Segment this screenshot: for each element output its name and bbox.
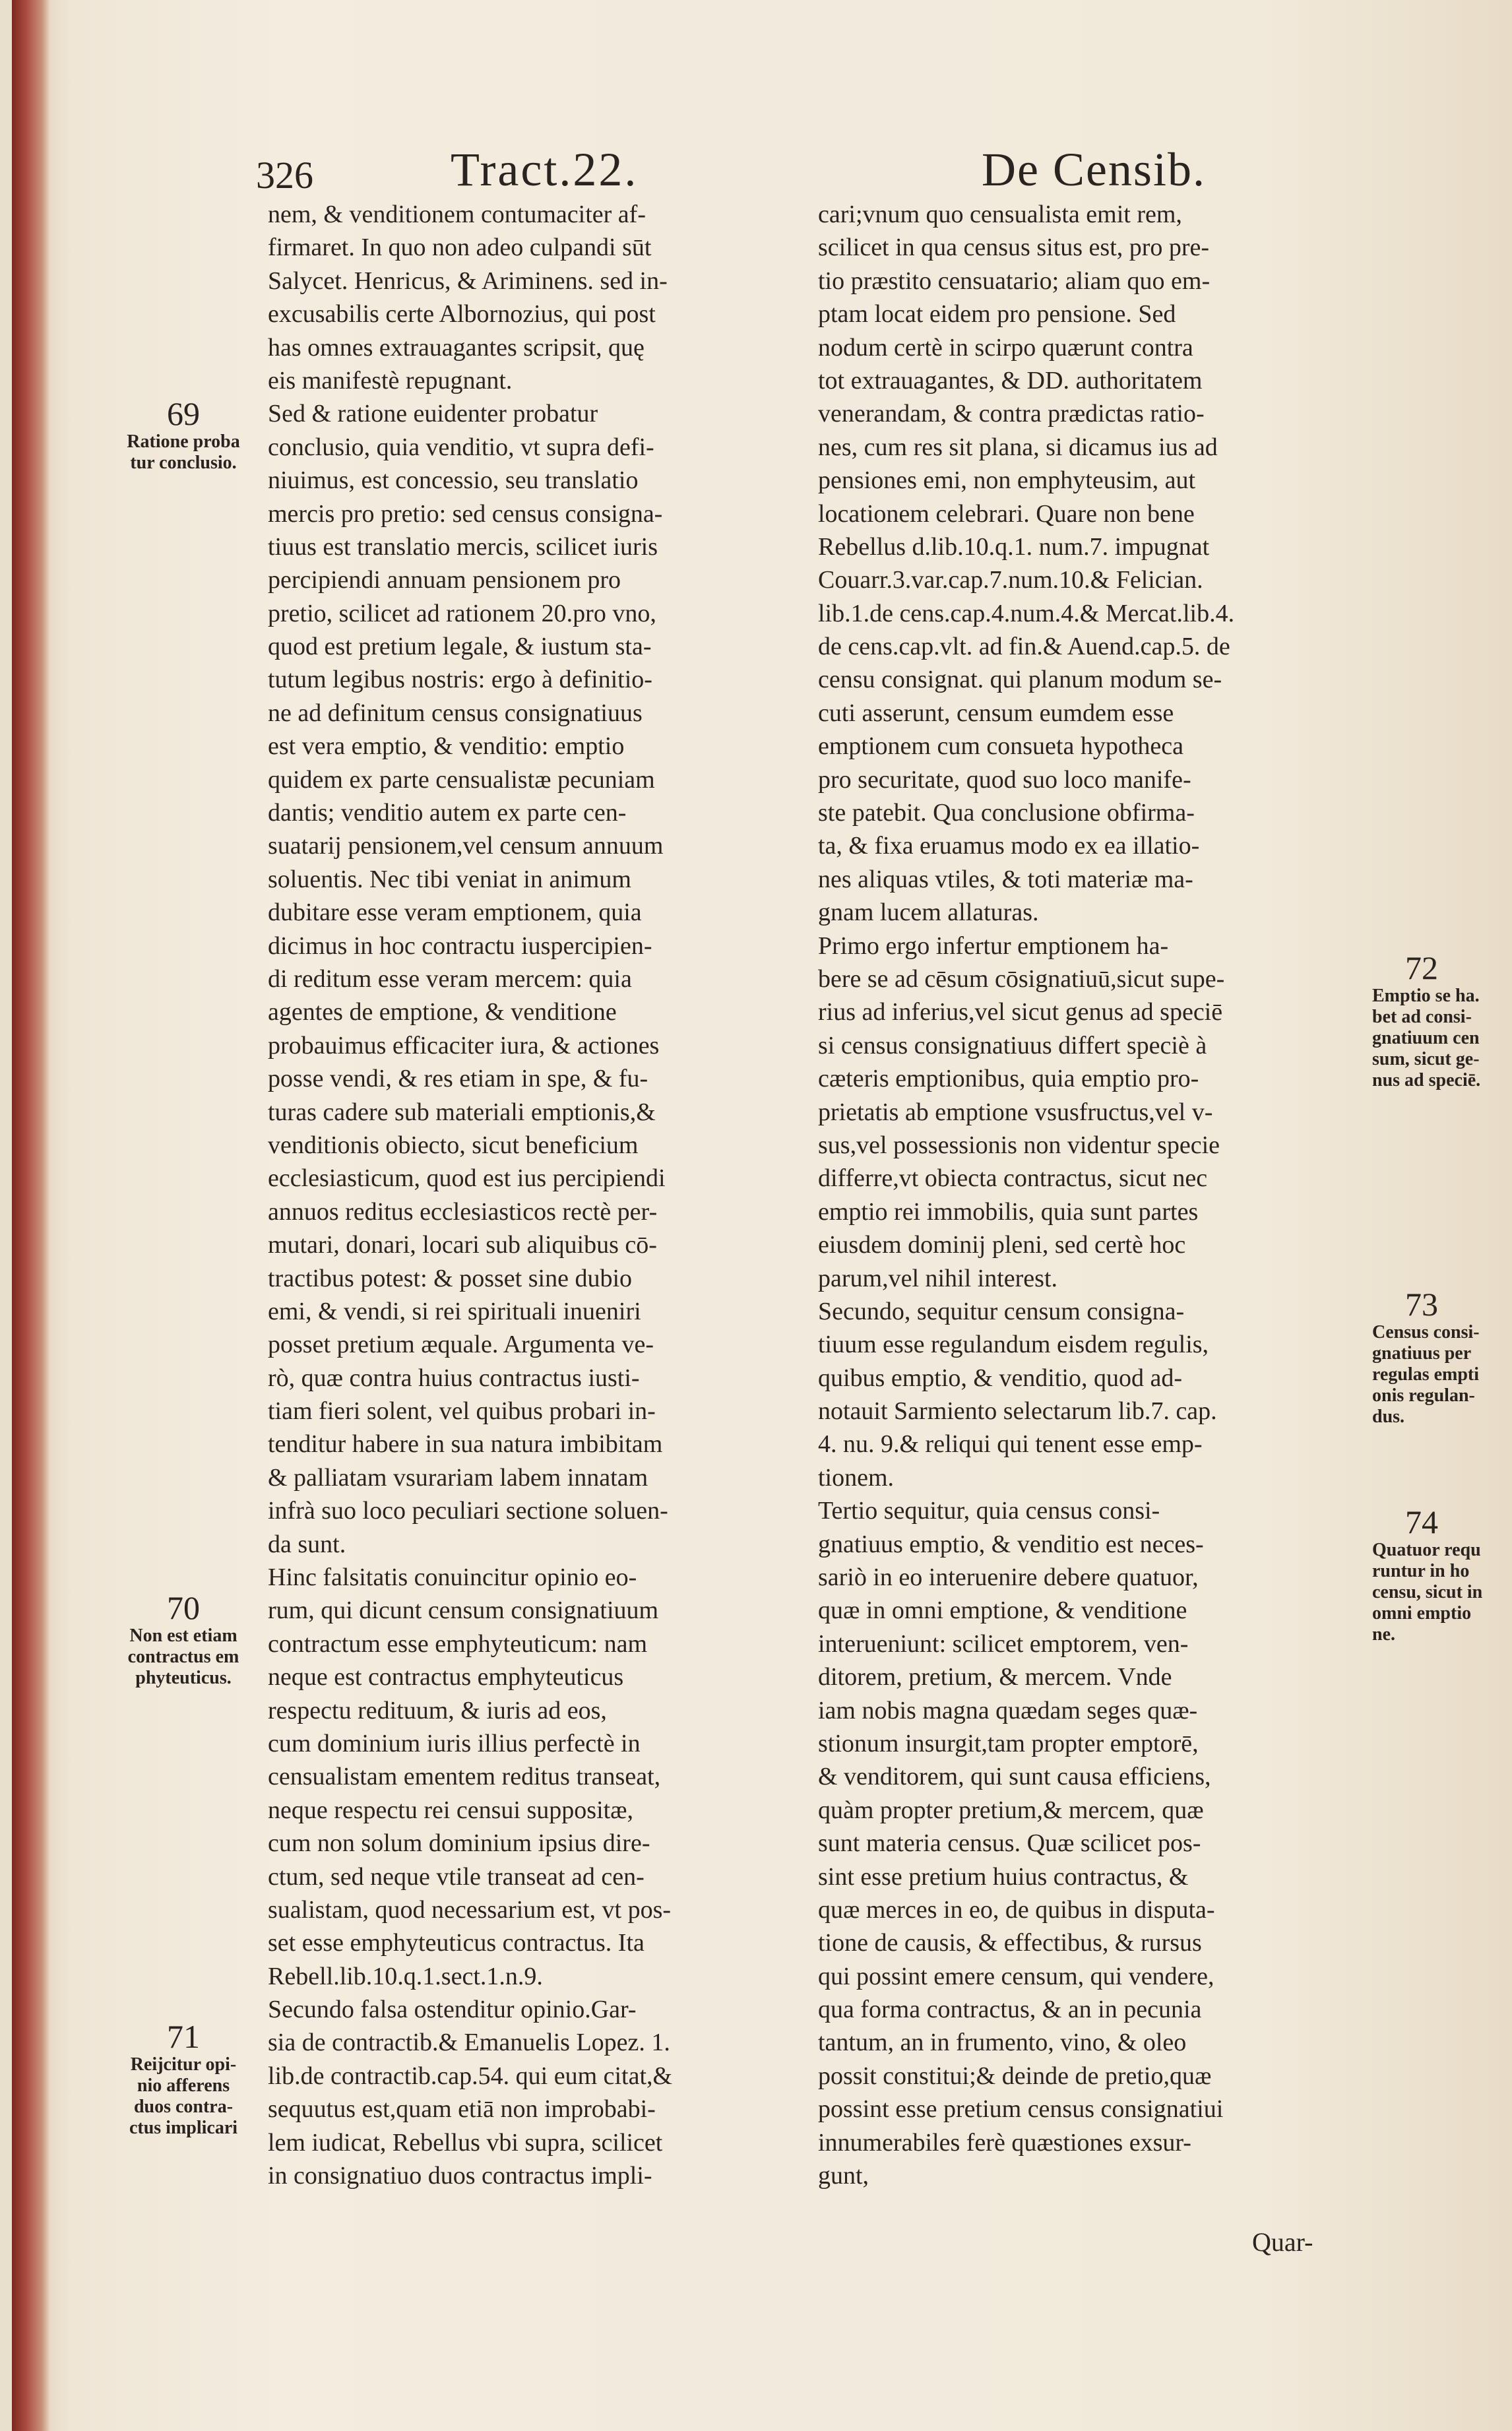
- text-line: quidem ex parte censualistæ pecuniam: [268, 765, 655, 794]
- text-line: cæteris emptionibus, quia emptio pro-: [818, 1065, 1199, 1093]
- margin-note-number: 73: [1405, 1286, 1438, 1323]
- page-number: 326: [256, 154, 313, 197]
- margin-note-line: nio afferens: [137, 2075, 230, 2096]
- text-line: set esse emphyteuticus contractus. Ita: [268, 1929, 645, 1957]
- text-line: ecclesiasticum, quod est ius percipiendi: [268, 1164, 666, 1193]
- text-line: differre,vt obiecta contractus, sicut nec: [818, 1164, 1208, 1193]
- text-line: rò, quæ contra huius contractus iusti-: [268, 1364, 640, 1392]
- margin-note-line: regulas empti: [1372, 1364, 1480, 1385]
- text-line: cum non solum dominium ipsius dire-: [268, 1829, 650, 1858]
- text-line: parum,vel nihil interest.: [818, 1264, 1058, 1292]
- text-line: scilicet in qua census situs est, pro pre-: [818, 234, 1210, 262]
- text-line: Couarr.3.var.cap.7.num.10.& Felician.: [818, 566, 1203, 594]
- text-line: censu consignat. qui planum modum se-: [818, 666, 1222, 694]
- text-line: iam nobis magna quædam seges quæ-: [818, 1696, 1198, 1724]
- text-line: dubitare esse veram emptionem, quia: [268, 899, 642, 927]
- text-line: mutari, donari, locari sub aliquibus cō-: [268, 1231, 657, 1259]
- text-line: in consignatiuo duos contractus impli-: [268, 2162, 652, 2190]
- text-line: qui possint emere censum, qui vendere,: [818, 1962, 1214, 1990]
- text-line: turas cadere sub materiali emptionis,&: [268, 1098, 656, 1126]
- text-line: dicimus in hoc contractu iuspercipien-: [268, 931, 652, 960]
- margin-note-line: phyteuticus.: [135, 1668, 232, 1688]
- margin-note-line: runtur in ho: [1372, 1561, 1470, 1581]
- text-line: sualistam, quod necessarium est, vt pos-: [268, 1895, 672, 1924]
- text-line: eis manifestè repugnant.: [268, 366, 513, 395]
- text-line: Tertio sequitur, quia census consi-: [818, 1497, 1160, 1525]
- margin-note-71: [104, 2019, 263, 2139]
- margin-note-72: [1372, 950, 1512, 1091]
- right-running-head: De Censib.: [982, 143, 1206, 196]
- text-line: qua forma contractus, & an in pecunia: [818, 1996, 1202, 2024]
- margin-note-number: 71: [167, 2018, 200, 2055]
- text-line: ditorem, pretium, & mercem. Vnde: [818, 1663, 1172, 1691]
- margin-note-line: Non est etiam: [129, 1626, 237, 1646]
- text-line: tractibus potest: & posset sine dubio: [268, 1264, 633, 1292]
- margin-note-70: [104, 1590, 263, 1689]
- margin-note-74: [1372, 1504, 1512, 1645]
- book-page: [12, 0, 1512, 2431]
- text-line: sariò in eo interuenire debere quatuor,: [818, 1563, 1199, 1592]
- text-line: gunt,: [818, 2162, 869, 2190]
- margin-note-line: contractus em: [127, 1647, 239, 1667]
- text-line: pretio, scilicet ad rationem 20.pro vno,: [268, 599, 656, 627]
- text-line: nem, & venditionem contumaciter af-: [268, 201, 646, 228]
- text-line: respectu redituum, & iuris ad eos,: [268, 1696, 607, 1724]
- text-line: rius ad inferius,vel sicut genus ad speciē: [818, 998, 1223, 1026]
- margin-note-line: onis regulan-: [1372, 1385, 1475, 1406]
- text-line: quæ merces in eo, de quibus in disputa-: [818, 1895, 1215, 1924]
- text-line: lib.de contractib.cap.54. qui eum citat,&: [268, 2062, 673, 2090]
- text-line: nes aliquas vtiles, & toti materiæ ma-: [818, 865, 1193, 893]
- text-line: contractum esse emphyteuticum: nam: [268, 1629, 648, 1658]
- margin-note-line: dus.: [1372, 1406, 1405, 1427]
- margin-note-line: duos contra-: [133, 2097, 234, 2117]
- text-line: Secundo, sequitur censum consigna-: [818, 1297, 1185, 1325]
- text-line: Salycet. Henricus, & Ariminens. sed in-: [268, 267, 668, 295]
- text-line: suatarij pensionem,vel censum annuum: [268, 832, 664, 860]
- text-line: prietatis ab emptione vsusfructus,vel v-: [818, 1098, 1213, 1126]
- left-text-column: [268, 198, 801, 2192]
- margin-note-number: 69: [167, 395, 200, 432]
- text-line: Rebellus d.lib.10.q.1. num.7. impugnat: [818, 532, 1210, 561]
- text-line: quæ in omni emptione, & venditione: [818, 1596, 1187, 1625]
- text-line: sunt materia census. Quæ scilicet pos-: [818, 1829, 1201, 1858]
- margin-note-line: Ratione proba: [127, 431, 240, 452]
- text-line: lib.1.de cens.cap.4.num.4.& Mercat.lib.4.: [818, 599, 1235, 627]
- text-line: cuti asserunt, censum eumdem esse: [818, 699, 1174, 727]
- text-line: ne ad definitum census consignatiuus: [268, 699, 643, 727]
- text-line: niuimus, est concessio, seu translatio: [268, 466, 639, 495]
- text-line: tantum, an in frumento, vino, & oleo: [818, 2029, 1187, 2057]
- text-line: da sunt.: [268, 1530, 346, 1558]
- text-line: bere se ad cēsum cōsignatiuū,sicut supe-: [818, 964, 1225, 993]
- text-line: pensiones emi, non emphyteusim, aut: [818, 466, 1196, 495]
- text-line: de cens.cap.vlt. ad fin.& Auend.cap.5. de: [818, 633, 1230, 661]
- text-line: conclusio, quia venditio, vt supra defi-: [268, 433, 654, 461]
- margin-note-line: Emptio se ha.: [1372, 986, 1480, 1006]
- text-line: ptam locat eidem pro pensione. Sed: [818, 300, 1176, 329]
- text-line: ste patebit. Qua conclusione obfirma-: [818, 799, 1195, 827]
- text-line: ta, & fixa eruamus modo ex ea illatio-: [818, 832, 1200, 860]
- text-line: Primo ergo infertur emptionem ha-: [818, 931, 1169, 960]
- text-line: interueniunt: scilicet emptorem, ven-: [818, 1629, 1189, 1658]
- text-line: sequutus est,quam etiā non improbabi-: [268, 2095, 656, 2124]
- text-line: ctum, sed neque vtile transeat ad cen-: [268, 1862, 645, 1891]
- text-line: sia de contractib.& Emanuelis Lopez. 1.: [268, 2029, 670, 2057]
- margin-note-line: Census consi-: [1372, 1322, 1480, 1342]
- text-line: Secundo falsa ostenditur opinio.Gar-: [268, 1996, 637, 2024]
- margin-note-line: tur conclusio.: [130, 453, 237, 473]
- left-running-head: Tract.22.: [451, 143, 639, 196]
- text-line: 4. nu. 9.& reliqui qui tenent esse emp-: [818, 1430, 1203, 1459]
- text-line: nodum certè in scirpo quærunt contra: [818, 333, 1193, 362]
- margin-note-line: gnatiuum cen: [1372, 1028, 1480, 1048]
- margin-note-number: 70: [167, 1589, 200, 1626]
- text-line: probauimus efficaciter iura, & actiones: [268, 1031, 660, 1059]
- text-line: emptio rei immobilis, quia sunt partes: [818, 1197, 1199, 1226]
- text-line: innumerabiles ferè quæstiones exsur-: [818, 2128, 1191, 2157]
- text-line: quibus emptio, & venditio, quod ad-: [818, 1364, 1183, 1392]
- text-line: tiam fieri solent, vel quibus probari in-: [268, 1397, 656, 1426]
- text-line: Hinc falsitatis conuincitur opinio eo-: [268, 1563, 637, 1592]
- text-line: & venditorem, qui sunt causa efficiens,: [818, 1763, 1211, 1791]
- text-line: tiuum esse regulandum eisdem regulis,: [818, 1331, 1209, 1359]
- margin-note-line: censu, sicut in: [1372, 1582, 1483, 1602]
- margin-note-number: 74: [1405, 1503, 1438, 1540]
- margin-note-line: Quatuor requ: [1372, 1540, 1481, 1560]
- text-line: nes, cum res sit plana, si dicamus ius ad: [818, 433, 1218, 461]
- text-line: tenditur habere in sua natura imbibitam: [268, 1430, 663, 1459]
- text-line: notauit Sarmiento selectarum lib.7. cap.: [818, 1397, 1217, 1426]
- text-line: stionum insurgit,tam propter emptorē,: [818, 1729, 1199, 1757]
- text-line: rum, qui dicunt censum consignatiuum: [268, 1596, 659, 1625]
- text-line: tot extrauagantes, & DD. authoritatem: [818, 366, 1203, 395]
- text-line: dantis; venditio autem ex parte cen-: [268, 799, 627, 827]
- text-line: est vera emptio, & venditio: emptio: [268, 732, 625, 761]
- text-line: possint esse pretium census consignatiui: [818, 2095, 1224, 2124]
- text-line: possit constitui;& deinde de pretio,quæ: [818, 2062, 1212, 2090]
- text-line: cum dominium iuris illius perfectè in: [268, 1729, 641, 1757]
- text-line: & palliatam vsurariam labem innatam: [268, 1463, 648, 1492]
- text-line: neque respectu rei censui suppositæ,: [268, 1796, 634, 1824]
- text-line: lem iudicat, Rebellus vbi supra, scilicet: [268, 2128, 663, 2157]
- page-edge: [12, 0, 50, 2431]
- text-line: infrà suo loco peculiari sectione soluen-: [268, 1497, 668, 1525]
- text-line: si census consignatiuus differt speciè à: [818, 1031, 1207, 1059]
- text-line: has omnes extrauagantes scripsit, quę: [268, 333, 645, 362]
- text-line: sint esse pretium huius contractus, &: [818, 1862, 1189, 1891]
- margin-note-line: omni emptio: [1372, 1603, 1472, 1624]
- margin-note-line: nus ad speciē.: [1372, 1070, 1481, 1090]
- text-line: firmaret. In quo non adeo culpandi sūt: [268, 234, 652, 262]
- margin-note-line: ne.: [1372, 1624, 1395, 1645]
- text-line: excusabilis certe Albornozius, qui post: [268, 300, 656, 329]
- text-line: di reditum esse veram mercem: quia: [268, 964, 632, 993]
- text-line: tutum legibus nostris: ergo à definitio-: [268, 666, 652, 694]
- text-line: gnam lucem allaturas.: [818, 899, 1039, 927]
- catchword: Quar-: [1252, 2227, 1313, 2257]
- text-line: quàm propter pretium,& mercem, quæ: [818, 1796, 1204, 1824]
- text-line: emptionem cum consueta hypotheca: [818, 732, 1183, 761]
- text-line: annuos reditus ecclesiasticos rectè per-: [268, 1197, 658, 1226]
- text-line: gnatiuus emptio, & venditio est neces-: [818, 1530, 1204, 1558]
- text-line: venerandam, & contra prædictas ratio-: [818, 400, 1205, 428]
- margin-note-73: [1372, 1286, 1512, 1428]
- text-line: locationem celebrari. Quare non bene: [818, 499, 1195, 528]
- text-line: tione de causis, & effectibus, & rursus: [818, 1929, 1202, 1957]
- text-line: sus,vel possessionis non videntur specie: [818, 1131, 1220, 1159]
- text-line: agentes de emptione, & venditione: [268, 998, 617, 1026]
- text-line: tiuus est translatio mercis, scilicet iuris: [268, 532, 658, 561]
- text-line: tio præstito censuatario; aliam quo em-: [818, 267, 1211, 295]
- text-line: censualistam ementem reditus transeat,: [268, 1763, 661, 1791]
- text-line: posset pretium æquale. Argumenta ve-: [268, 1331, 654, 1359]
- text-line: tionem.: [818, 1463, 895, 1492]
- text-line: cari;vnum quo censualista emit rem,: [818, 201, 1182, 228]
- margin-note-line: bet ad consi-: [1372, 1007, 1472, 1027]
- margin-note-line: ctus implicari: [129, 2118, 238, 2138]
- text-line: percipiendi annuam pensionem pro: [268, 566, 621, 594]
- margin-note-line: sum, sicut ge-: [1372, 1049, 1480, 1069]
- margin-note-number: 72: [1405, 949, 1438, 986]
- right-text-column: [818, 198, 1372, 2192]
- text-line: pro securitate, quod suo loco manife-: [818, 765, 1191, 794]
- margin-note-line: gnatiuus per: [1372, 1343, 1472, 1364]
- text-line: posse vendi, & res etiam in spe, & fu-: [268, 1065, 648, 1093]
- text-line: quod est pretium legale, & iustum sta-: [268, 633, 652, 661]
- margin-note-69: [104, 396, 263, 474]
- text-line: eiusdem dominij pleni, sed certè hoc: [818, 1231, 1186, 1259]
- text-line: Sed & ratione euidenter probatur: [268, 400, 598, 428]
- margin-note-line: Reijcitur opi-: [130, 2054, 237, 2075]
- text-line: soluentis. Nec tibi veniat in animum: [268, 865, 631, 893]
- text-line: emi, & vendi, si rei spirituali inueniri: [268, 1297, 641, 1325]
- text-line: venditionis obiecto, sicut beneficium: [268, 1131, 639, 1159]
- text-line: Rebell.lib.10.q.1.sect.1.n.9.: [268, 1962, 543, 1990]
- text-line: mercis pro pretio: sed census consigna-: [268, 499, 663, 528]
- text-line: neque est contractus emphyteuticus: [268, 1663, 624, 1691]
